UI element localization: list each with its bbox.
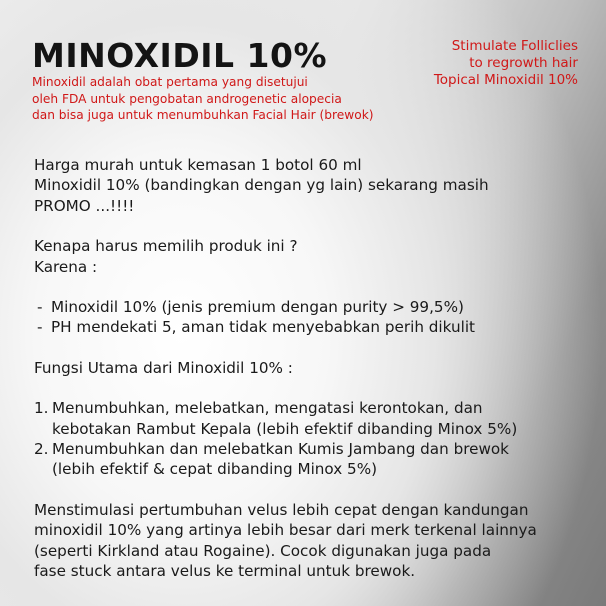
promo-line: Harga murah untuk kemasan 1 botol 60 ml [34, 156, 362, 174]
description-line: Minoxidil adalah obat pertama yang disetujui [32, 75, 308, 89]
reason-heading-line: Kenapa harus memilih produk ini ? [34, 237, 298, 256]
dash-bullet: - [37, 298, 43, 317]
reason-item: - PH mendekati 5, aman tidak menyebabkan perih dikulit [34, 317, 594, 337]
closing-line: (seperti Kirkland atau Rogaine). Cocok digunakan juga pada [34, 541, 492, 560]
item-number: 1. [34, 399, 49, 418]
closing-line: Menstimulasi pertumbuhan velus lebih cepat dengan kandungan [34, 500, 529, 519]
reason-item: - Minoxidil 10% (jenis premium dengan purity > 99,5%) [34, 297, 594, 317]
product-description [32, 74, 374, 124]
function-line: (lebih efektif & cepat dibanding Minox 5%) [52, 460, 378, 479]
function-item [34, 439, 594, 480]
body-text [34, 155, 594, 582]
description-line: dan bisa juga untuk menumbuhkan Facial Hair (brewok) [32, 108, 374, 122]
item-number: 2. [34, 440, 49, 459]
promo-line: Minoxidil 10% (bandingkan dengan yg lain) sekarang masih [34, 176, 489, 195]
dash-bullet: - [37, 318, 43, 337]
closing-line: minoxidil 10% yang artinya lebih besar dari merk terkenal lainnya [34, 521, 537, 540]
description-line: oleh FDA untuk pengobatan androgenetic alopecia [32, 91, 342, 106]
tagline-line: Stimulate Folliclies [451, 38, 578, 54]
tagline [434, 38, 578, 89]
tagline-line: Topical Minoxidil 10% [433, 72, 578, 88]
function-line: Menumbuhkan dan melebatkan Kumis Jambang dan brewok [52, 440, 509, 459]
header [32, 36, 592, 136]
function-line: Menumbuhkan, melebatkan, mengatasi kerontokan, dan [52, 399, 483, 418]
function-item [34, 398, 594, 439]
function-heading: Fungsi Utama dari Minoxidil 10% : [34, 358, 293, 377]
reason-heading-line: Karena : [34, 257, 98, 276]
product-title: MINOXIDIL 10% [32, 36, 328, 75]
function-line: kebotakan Rambut Kepala (lebih efektif dibanding Minox 5%) [52, 419, 518, 438]
closing-line: fase stuck antara velus ke terminal untuk brewok. [34, 562, 416, 581]
tagline-line: to regrowth hair [469, 55, 578, 71]
promo-line: PROMO ...!!!! [34, 196, 135, 215]
